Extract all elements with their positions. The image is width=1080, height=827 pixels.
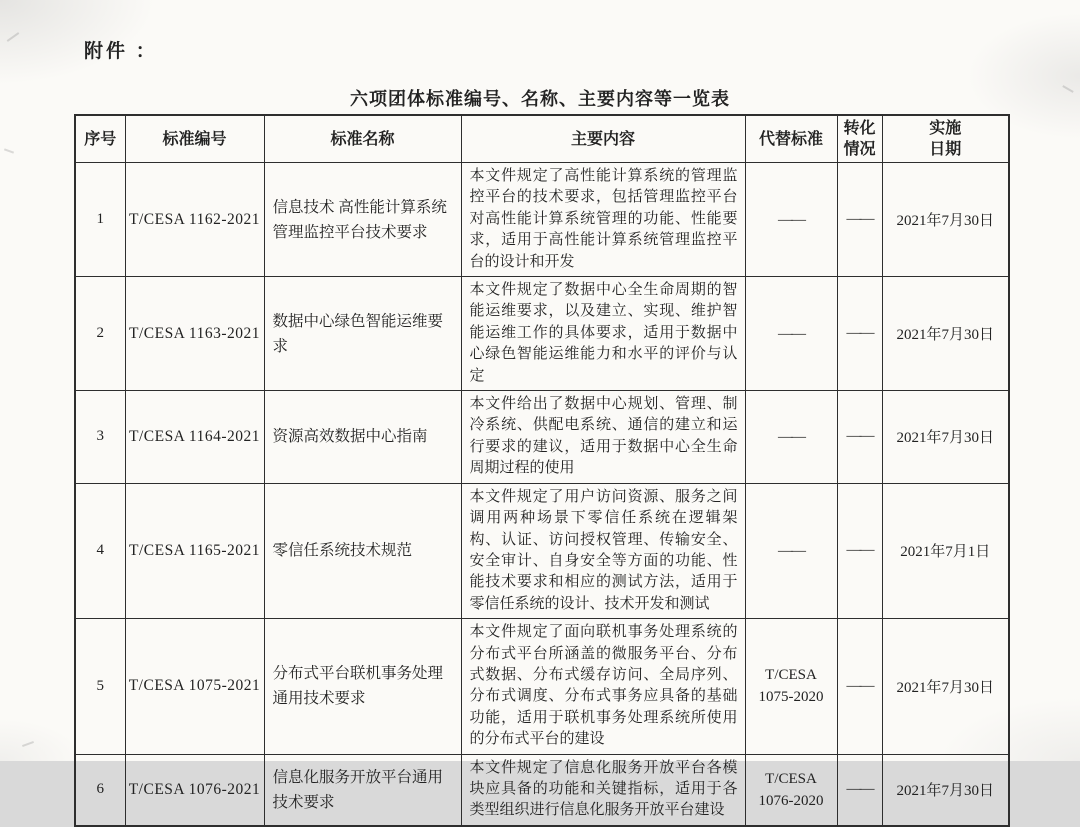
table-row xyxy=(75,483,1009,618)
column-header-name: 标准名称 xyxy=(264,115,461,163)
column-header-replaces: 代替标准 xyxy=(745,115,837,163)
cell-implementation-date: 2021年7月30日 xyxy=(882,163,1009,277)
header-date-line2: 日期 xyxy=(929,141,962,158)
cell-standard-code: T/CESA 1076-2021 xyxy=(125,754,264,826)
cell-standard-code: T/CESA 1162-2021 xyxy=(125,163,264,277)
cell-replaced-standard: —— xyxy=(745,277,837,391)
cell-standard-name: 资源高效数据中心指南 xyxy=(264,391,461,484)
column-header-index: 序号 xyxy=(75,115,125,163)
table-row xyxy=(75,277,1009,391)
header-conversion-line1: 转化 xyxy=(843,120,876,137)
table-row xyxy=(75,391,1009,484)
cell-replaced-standard: —— xyxy=(745,391,837,484)
table-row xyxy=(75,754,1009,826)
cell-replaced-standard: T/CESA 1076-2020 xyxy=(745,754,837,826)
cell-standard-code: T/CESA 1163-2021 xyxy=(125,277,264,391)
cell-standard-name: 信息化服务开放平台通用技术要求 xyxy=(264,754,461,826)
column-header-code: 标准编号 xyxy=(125,115,264,163)
attachment-label: 附件 ： xyxy=(84,41,158,62)
cell-standard-name: 信息技术 高性能计算系统管理监控平台技术要求 xyxy=(264,163,461,277)
cell-index: 4 xyxy=(75,483,125,618)
column-header-conversion xyxy=(837,115,882,163)
cell-implementation-date: 2021年7月30日 xyxy=(882,619,1009,754)
scan-artifact xyxy=(7,32,20,42)
cell-conversion-status: —— xyxy=(837,163,882,277)
cell-conversion-status: —— xyxy=(837,277,882,391)
cell-implementation-date: 2021年7月30日 xyxy=(882,277,1009,391)
cell-main-content: 本文件规定了高性能计算系统的管理监控平台的技术要求，包括管理监控平台对高性能计算系统管理的功能、性能要求，适用于高性能计算系统管理监控平台的设计和开发 xyxy=(461,163,745,277)
cell-main-content: 本文件规定了面向联机事务处理系统的分布式平台所涵盖的微服务平台、分布式数据、分布式缓存访问、全局序列、分布式调度、分布式事务应具备的基础功能，适用于联机事务处理系统所使用的分布式平台的建设 xyxy=(461,619,745,754)
cell-standard-code: T/CESA 1075-2021 xyxy=(125,619,264,754)
cell-standard-name: 分布式平台联机事务处理通用技术要求 xyxy=(264,619,461,754)
cell-implementation-date: 2021年7月30日 xyxy=(882,391,1009,484)
cell-main-content: 本文件给出了数据中心规划、管理、制冷系统、供配电系统、通信的建立和运行要求的建议，适用于数据中心全生命周期过程的使用 xyxy=(461,391,745,484)
table-row xyxy=(75,619,1009,754)
header-conversion-line2: 情况 xyxy=(843,141,876,158)
column-header-date xyxy=(882,115,1009,163)
scan-artifact xyxy=(4,148,14,153)
header-date-line1: 实施 xyxy=(929,120,962,137)
cell-main-content: 本文件规定了信息化服务开放平台各模块应具备的功能和关键指标，适用于各类型组织进行信息化服务开放平台建设 xyxy=(461,754,745,826)
cell-implementation-date: 2021年7月1日 xyxy=(882,483,1009,618)
cell-index: 2 xyxy=(75,277,125,391)
cell-standard-name: 零信任系统技术规范 xyxy=(264,483,461,618)
cell-conversion-status: —— xyxy=(837,754,882,826)
cell-conversion-status: —— xyxy=(837,619,882,754)
cell-index: 3 xyxy=(75,391,125,484)
table-row xyxy=(75,163,1009,277)
cell-index: 6 xyxy=(75,754,125,826)
cell-main-content: 本文件规定了用户访问资源、服务之间调用两种场景下零信任系统在逻辑架构、认证、访问授权管理、传输安全、安全审计、自身安全等方面的功能、性能技术要求和相应的测试方法，适用于零信任系统的设计、技术开发和测试 xyxy=(461,483,745,618)
cell-index: 1 xyxy=(75,163,125,277)
cell-replaced-standard: —— xyxy=(745,163,837,277)
page-title: 六项团体标准编号、名称、主要内容等一览表 xyxy=(350,89,730,109)
column-header-content: 主要内容 xyxy=(461,115,745,163)
scan-artifact xyxy=(22,741,34,747)
cell-main-content: 本文件规定了数据中心全生命周期的智能运维要求，以及建立、实现、维护智能运维工作的具体要求，适用于数据中心绿色智能运维能力和水平的评价与认定 xyxy=(461,277,745,391)
cell-conversion-status: —— xyxy=(837,391,882,484)
cell-standard-name: 数据中心绿色智能运维要求 xyxy=(264,277,461,391)
cell-conversion-status: —— xyxy=(837,483,882,618)
table-header-row xyxy=(75,115,1009,163)
standards-table-container xyxy=(74,114,1010,827)
cell-replaced-standard: —— xyxy=(745,483,837,618)
standards-table xyxy=(74,114,1010,827)
cell-index: 5 xyxy=(75,619,125,754)
cell-standard-code: T/CESA 1165-2021 xyxy=(125,483,264,618)
cell-standard-code: T/CESA 1164-2021 xyxy=(125,391,264,484)
cell-implementation-date: 2021年7月30日 xyxy=(882,754,1009,826)
cell-replaced-standard: T/CESA 1075-2020 xyxy=(745,619,837,754)
